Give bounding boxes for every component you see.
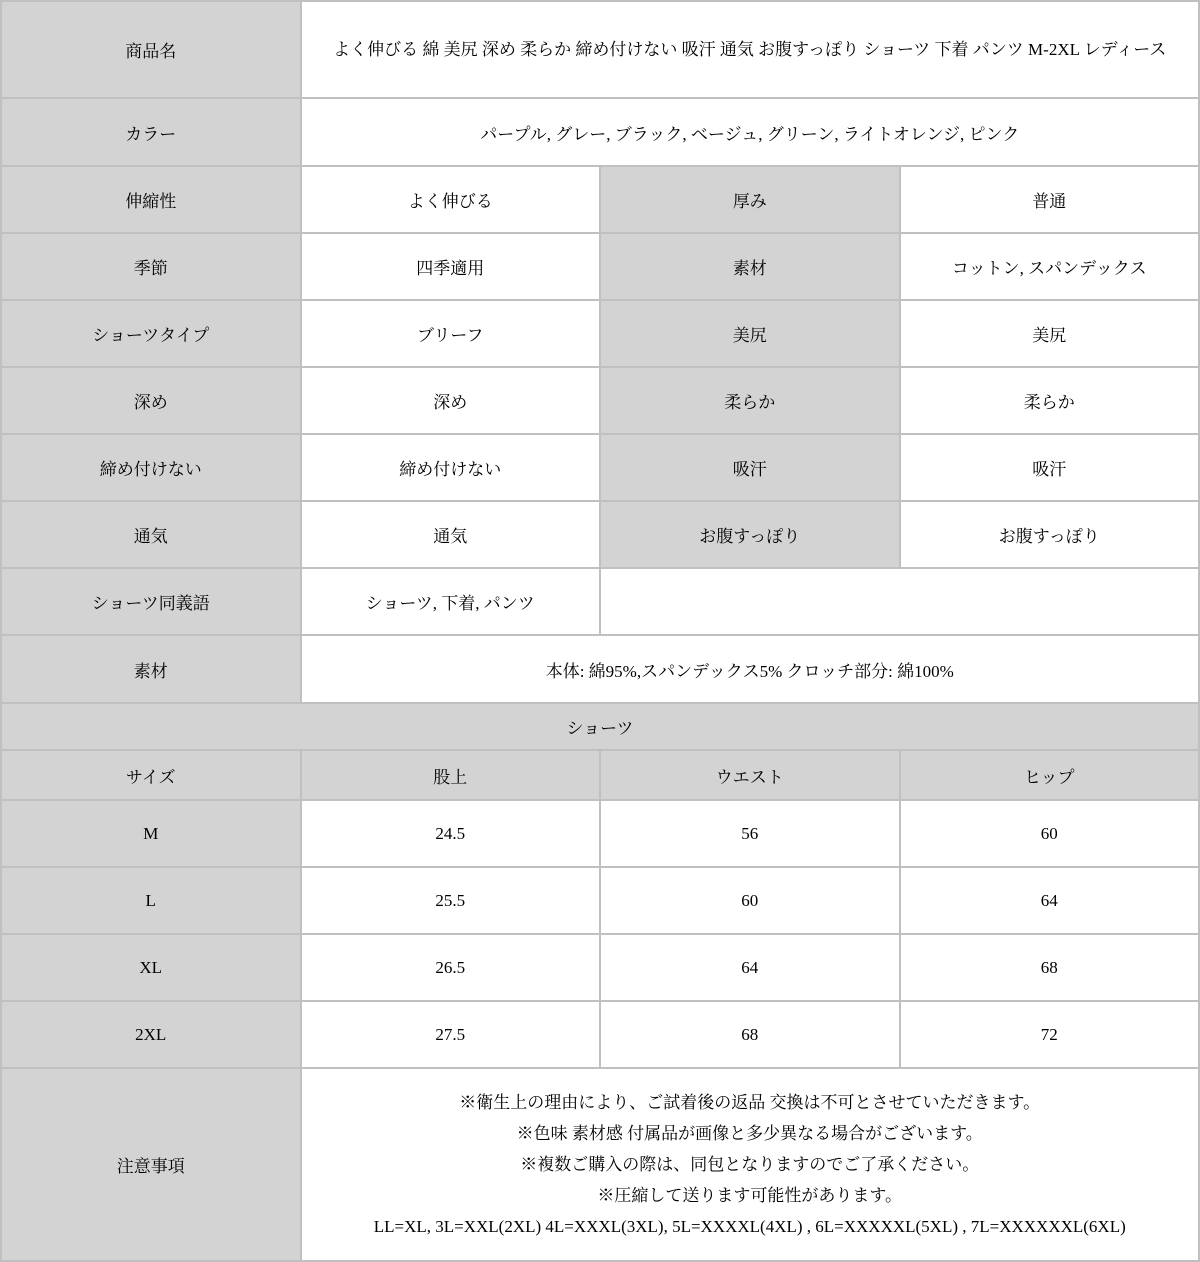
row-color xyxy=(1,98,1199,166)
size-col-header-cell: サイズ xyxy=(1,750,301,800)
rise-cell: 24.5 xyxy=(301,800,601,867)
spec-label-cell: 季節 xyxy=(1,233,301,300)
size-name-cell: XL xyxy=(1,934,301,1001)
row-synonym xyxy=(1,568,1199,635)
rise-cell: 26.5 xyxy=(301,934,601,1001)
note-line: ※色味 素材感 付属品が画像と多少異なる場合がございます。 xyxy=(516,1124,983,1143)
spec-label-cell: 深め xyxy=(1,367,301,434)
spec-value-cell: 締め付けない xyxy=(301,434,601,501)
material-label-cell: 素材 xyxy=(1,635,301,703)
hip-cell: 68 xyxy=(900,934,1200,1001)
spec-value-cell: よく伸びる xyxy=(301,166,601,233)
size-row-xl xyxy=(1,934,1199,1001)
hip-cell: 72 xyxy=(900,1001,1200,1068)
row-notes xyxy=(1,1068,1199,1261)
notes-value-cell xyxy=(301,1068,1200,1261)
synonym-value-cell: ショーツ, 下着, パンツ xyxy=(301,568,601,635)
spec-label-cell: 通気 xyxy=(1,501,301,568)
row-size-section-title xyxy=(1,703,1199,750)
spec-value-cell: 柔らか xyxy=(900,367,1200,434)
spec-value-cell: お腹すっぽり xyxy=(900,501,1200,568)
spec-label-cell: ショーツタイプ xyxy=(1,300,301,367)
spec-label-cell: 素材 xyxy=(600,233,900,300)
size-row-m xyxy=(1,800,1199,867)
spec-row-notight-sweat xyxy=(1,434,1199,501)
product-name-label-cell: 商品名 xyxy=(1,1,301,98)
spec-value-cell: 吸汗 xyxy=(900,434,1200,501)
waist-cell: 64 xyxy=(600,934,900,1001)
spec-label-cell: 厚み xyxy=(600,166,900,233)
spec-value-cell: コットン, スパンデックス xyxy=(900,233,1200,300)
synonym-label-cell: ショーツ同義語 xyxy=(1,568,301,635)
spec-value-cell: 深め xyxy=(301,367,601,434)
size-row-l xyxy=(1,867,1199,934)
note-line: ※複数ご購入の際は、同包となりますのでご了承ください。 xyxy=(520,1155,980,1174)
spec-row-type-hip xyxy=(1,300,1199,367)
size-name-cell: 2XL xyxy=(1,1001,301,1068)
spec-value-cell: 普通 xyxy=(900,166,1200,233)
spec-value-cell: ブリーフ xyxy=(301,300,601,367)
spec-row-stretch-thickness xyxy=(1,166,1199,233)
spec-label-cell: 柔らか xyxy=(600,367,900,434)
size-section-title-cell: ショーツ xyxy=(1,703,1199,750)
spec-row-season-material xyxy=(1,233,1199,300)
color-value-cell: パープル, グレー, ブラック, ベージュ, グリーン, ライトオレンジ, ピンク xyxy=(301,98,1200,166)
size-row-2xl xyxy=(1,1001,1199,1068)
product-name-value-cell: よく伸びる 綿 美尻 深め 柔らか 締め付けない 吸汗 通気 お腹すっぽり ショーツ 下着 パンツ M-2XL レディース xyxy=(301,1,1200,98)
spec-row-deep-soft xyxy=(1,367,1199,434)
spec-value-cell: 四季適用 xyxy=(301,233,601,300)
color-label-cell: カラー xyxy=(1,98,301,166)
waist-cell: 56 xyxy=(600,800,900,867)
spec-label-cell: お腹すっぽり xyxy=(600,501,900,568)
spec-value-cell: 通気 xyxy=(301,501,601,568)
note-line: LL=XL, 3L=XXL(2XL) 4L=XXXL(3XL), 5L=XXXXL(4XL) , 6L=XXXXXL(5XL) , 7L=XXXXXXL(6XL) xyxy=(373,1217,1126,1236)
spec-label-cell: 締め付けない xyxy=(1,434,301,501)
size-col-header-cell: 股上 xyxy=(301,750,601,800)
synonym-empty-cell xyxy=(600,568,1199,635)
note-line: ※衛生上の理由により、ご試着後の返品 交換は不可とさせていただきます。 xyxy=(459,1093,1041,1112)
spec-row-breathable-tummy xyxy=(1,501,1199,568)
hip-cell: 60 xyxy=(900,800,1200,867)
row-size-headers xyxy=(1,750,1199,800)
waist-cell: 68 xyxy=(600,1001,900,1068)
size-name-cell: M xyxy=(1,800,301,867)
rise-cell: 25.5 xyxy=(301,867,601,934)
row-product-name xyxy=(1,1,1199,98)
row-material xyxy=(1,635,1199,703)
spec-label-cell: 美尻 xyxy=(600,300,900,367)
rise-cell: 27.5 xyxy=(301,1001,601,1068)
spec-label-cell: 伸縮性 xyxy=(1,166,301,233)
size-col-header-cell: ヒップ xyxy=(900,750,1200,800)
notes-label-cell: 注意事項 xyxy=(1,1068,301,1261)
spec-value-cell: 美尻 xyxy=(900,300,1200,367)
material-value-cell: 本体: 綿95%,スパンデックス5% クロッチ部分: 綿100% xyxy=(301,635,1200,703)
spec-label-cell: 吸汗 xyxy=(600,434,900,501)
waist-cell: 60 xyxy=(600,867,900,934)
size-name-cell: L xyxy=(1,867,301,934)
note-line: ※圧縮して送ります可能性があります。 xyxy=(597,1186,903,1205)
size-col-header-cell: ウエスト xyxy=(600,750,900,800)
hip-cell: 64 xyxy=(900,867,1200,934)
